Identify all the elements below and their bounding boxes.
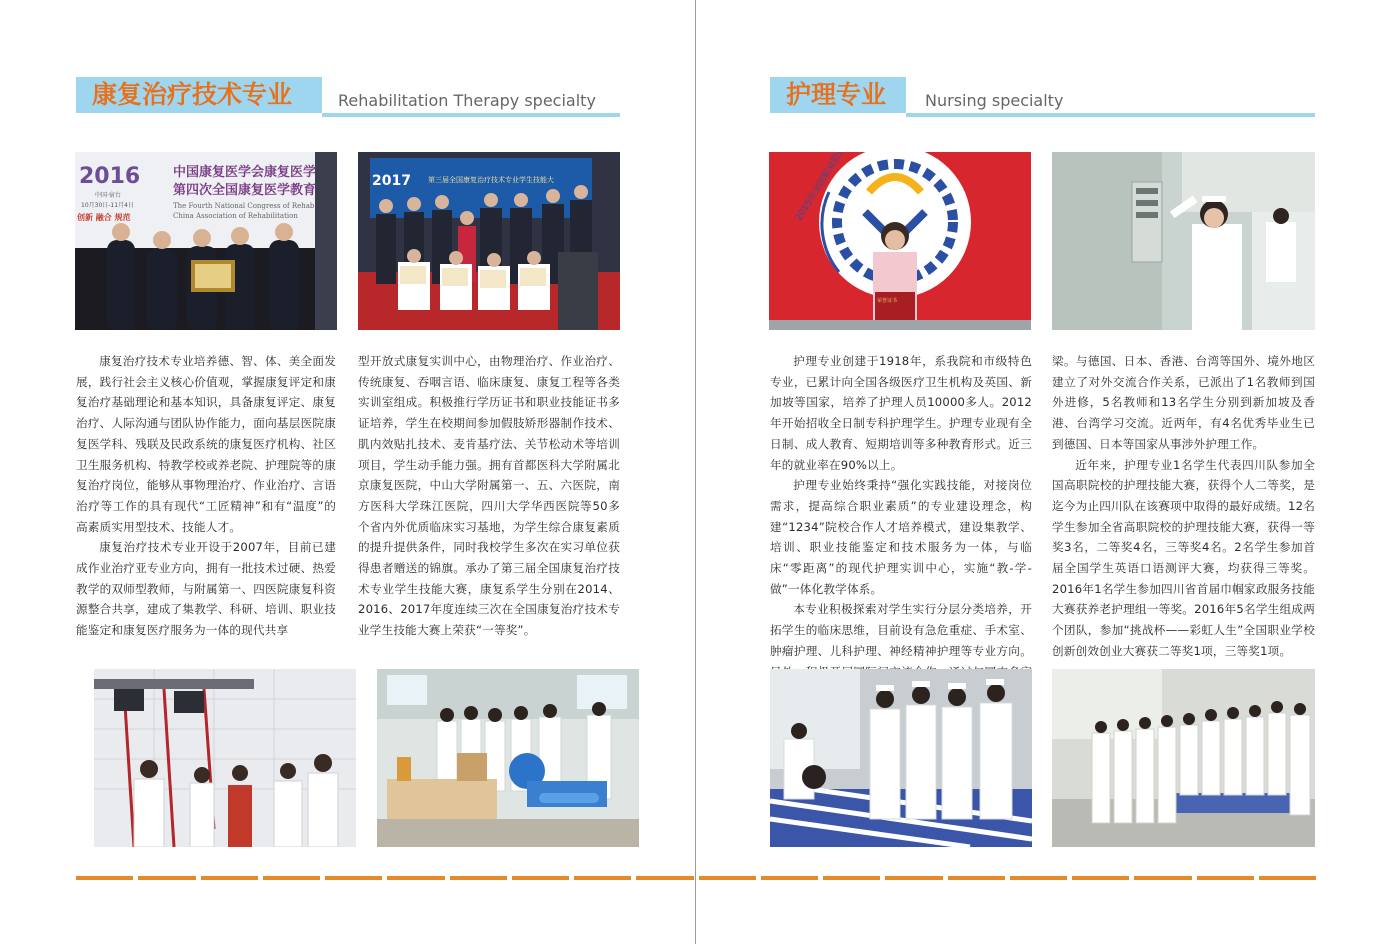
header-rule — [322, 113, 620, 117]
rehab-title: 康复治疗技术专业 — [76, 77, 322, 113]
poster-en2: China Association of Rehabilitation — [173, 212, 298, 220]
rehab-section-header — [76, 77, 620, 119]
nursing-text-col2 — [1052, 351, 1315, 662]
banner-title: 第三届全国康复治疗技术专业学生技能大 — [428, 176, 554, 184]
poster-en1: The Fourth National Congress of Rehab — [173, 202, 315, 210]
poster-line1: 中国康复医学会康复医学 — [173, 165, 317, 180]
nursing-para-4: 梁。与德国、日本、香港、台湾等国外、境外地区建立了对外交流合作关系，已派出了1名教师到国外进修，5名教师和13名学生分别到新加坡及香港、台湾学习交流。近两年，有4名优秀毕业生已到德国、日本等国家从事涉外护理工作。 — [1052, 354, 1315, 451]
poster-slogan: 创新 融合 规范 — [77, 213, 131, 222]
poster-dates: 10月30日-11月4日 — [81, 202, 134, 209]
rehab-title-en: Rehabilitation Therapy specialty — [338, 91, 596, 110]
rehab-text-col2 — [358, 351, 620, 641]
rehab-para-2: 康复治疗技术专业开设于2007年，目前已建成作业治疗亚专业方向，拥有一批技术过硬、热爱教学的双师型教师，与附属第一、四医院康复科资源整合共享，建成了集教学、科研、培训、职业技能鉴定和康复医疗服务为一体的现代共享 — [76, 540, 336, 638]
rehab-text-col1 — [76, 351, 336, 641]
nursing-title-en: Nursing specialty — [925, 91, 1064, 110]
poster-place: 中国·宿台 — [95, 192, 121, 199]
competition-photo — [769, 152, 1031, 330]
rehab-para-1: 康复治疗技术专业培养德、智、体、美全面发展，践行社会主义核心价值观，掌握康复评定和康复治疗基础理论和基本知识，具备康复评定、康复治疗、人际沟通与团队协作能力，面向基层医院康复医学科、残联及民政系统的康复医疗机构、社区卫生服务机构、特教学校或养老院、护理院等的康复治疗岗位，能够从事物理治疗、作业治疗、言语治疗等工作的具有现代“工匠精神”和有“温度”的高素质实用型技术、技能人才。 — [76, 354, 336, 534]
cert-text: 荣誉证书 — [877, 298, 898, 304]
award-group-photo — [358, 152, 620, 330]
nurse-ward-photo — [1052, 152, 1315, 330]
banner-year: 2017 — [372, 173, 411, 189]
poster-line2: 第四次全国康复医学教育 — [173, 183, 317, 198]
nursing-group-photo — [1052, 669, 1315, 847]
nursing-para-1: 护理专业创建于1918年，系我院和市级特色专业，已累计向全国各级医疗卫生机构及英国、新加坡等国家，培养了护理人员10000多人。2012年开始招收全日制专科护理学生。护理专业现有全日制、成人教育、短期培训等多种教育形式。近三年的就业率在90%以上。 — [770, 354, 1032, 472]
poster-year: 2016 — [79, 164, 141, 189]
rehab-lab-photo — [377, 669, 639, 847]
nursing-para-3: 本专业积极探索对学生实行分层分类培养，开拓学生的临床思维，目前设有急危重症、手术室、肿瘤护理、儿科护理、神经精神护理等专业方向。 — [770, 602, 1032, 658]
header-rule — [906, 113, 1315, 117]
nursing-section-header — [770, 77, 1315, 119]
nursing-title: 护理专业 — [770, 77, 906, 113]
nursing-para-2: 护理专业始终秉持“强化实践技能，对接岗位需求，提高综合职业素质”的专业建设理念，构建“1234”院校合作人才培养模式，建设集教学、培训、职业技能鉴定和技术服务为一体，与临床“零距离”的现代护理实训中心，实施“教-学-做”一体化教学体系。 — [770, 478, 1032, 596]
conference-photo — [75, 152, 337, 330]
nursing-practice-photo — [770, 669, 1032, 847]
bottom-dashed-rule — [76, 876, 1316, 881]
rehab-para-3: 型开放式康复实训中心，由物理治疗、作业治疗、传统康复、吞咽言语、临床康复、康复工程等各类实训室组成。积极推行学历证书和职业技能证书多证培养，学生在校期间参加假肢矫形器制作技术、肌内效贴扎技术、麦肯基疗法、关节松动术等培训项目，学生动手能力强。拥有首都医科大学附属北京康复医院，中山大学附属第一、五、六医院，南方医科大学珠江医院，四川大学华西医院等50多个省内外优质临床实习基地，为学生综合康复素质的提升提供条件，同时我校学生多次在实习单位获得患者赠送的锦旗。承办了第三届全国康复治疗技术专业学生技能大赛，康复系学生分别在2014、2016、2017年度连续三次在全国康复治疗技术专业学生技能大赛上荣获“一等奖”。 — [358, 354, 620, 638]
nursing-para-5: 近年来，护理专业1名学生代表四川队参加全国高职院校的护理技能大赛，获得个人二等奖，是迄今为止四川队在该赛项中取得的最好成绩。12名学生参加全省高职院校的护理技能大赛，获得一等奖3名，二等奖4名，三等奖4名。2名学生参加首届全国学生英语口语测评大赛，均获得三等奖。2016年1名学生参加四川省首届巾帼家政服务技能大赛获养老护理组一等奖。2016年5名学生组成两个团队，参加“挑战杯——彩虹人生”全国职业学校创新创效创业大赛获二等奖1项，三等奖1项。 — [1052, 457, 1315, 658]
rehab-training-photo — [94, 669, 356, 847]
right-page — [696, 0, 1390, 944]
nursing-text-col1 — [770, 351, 1032, 703]
